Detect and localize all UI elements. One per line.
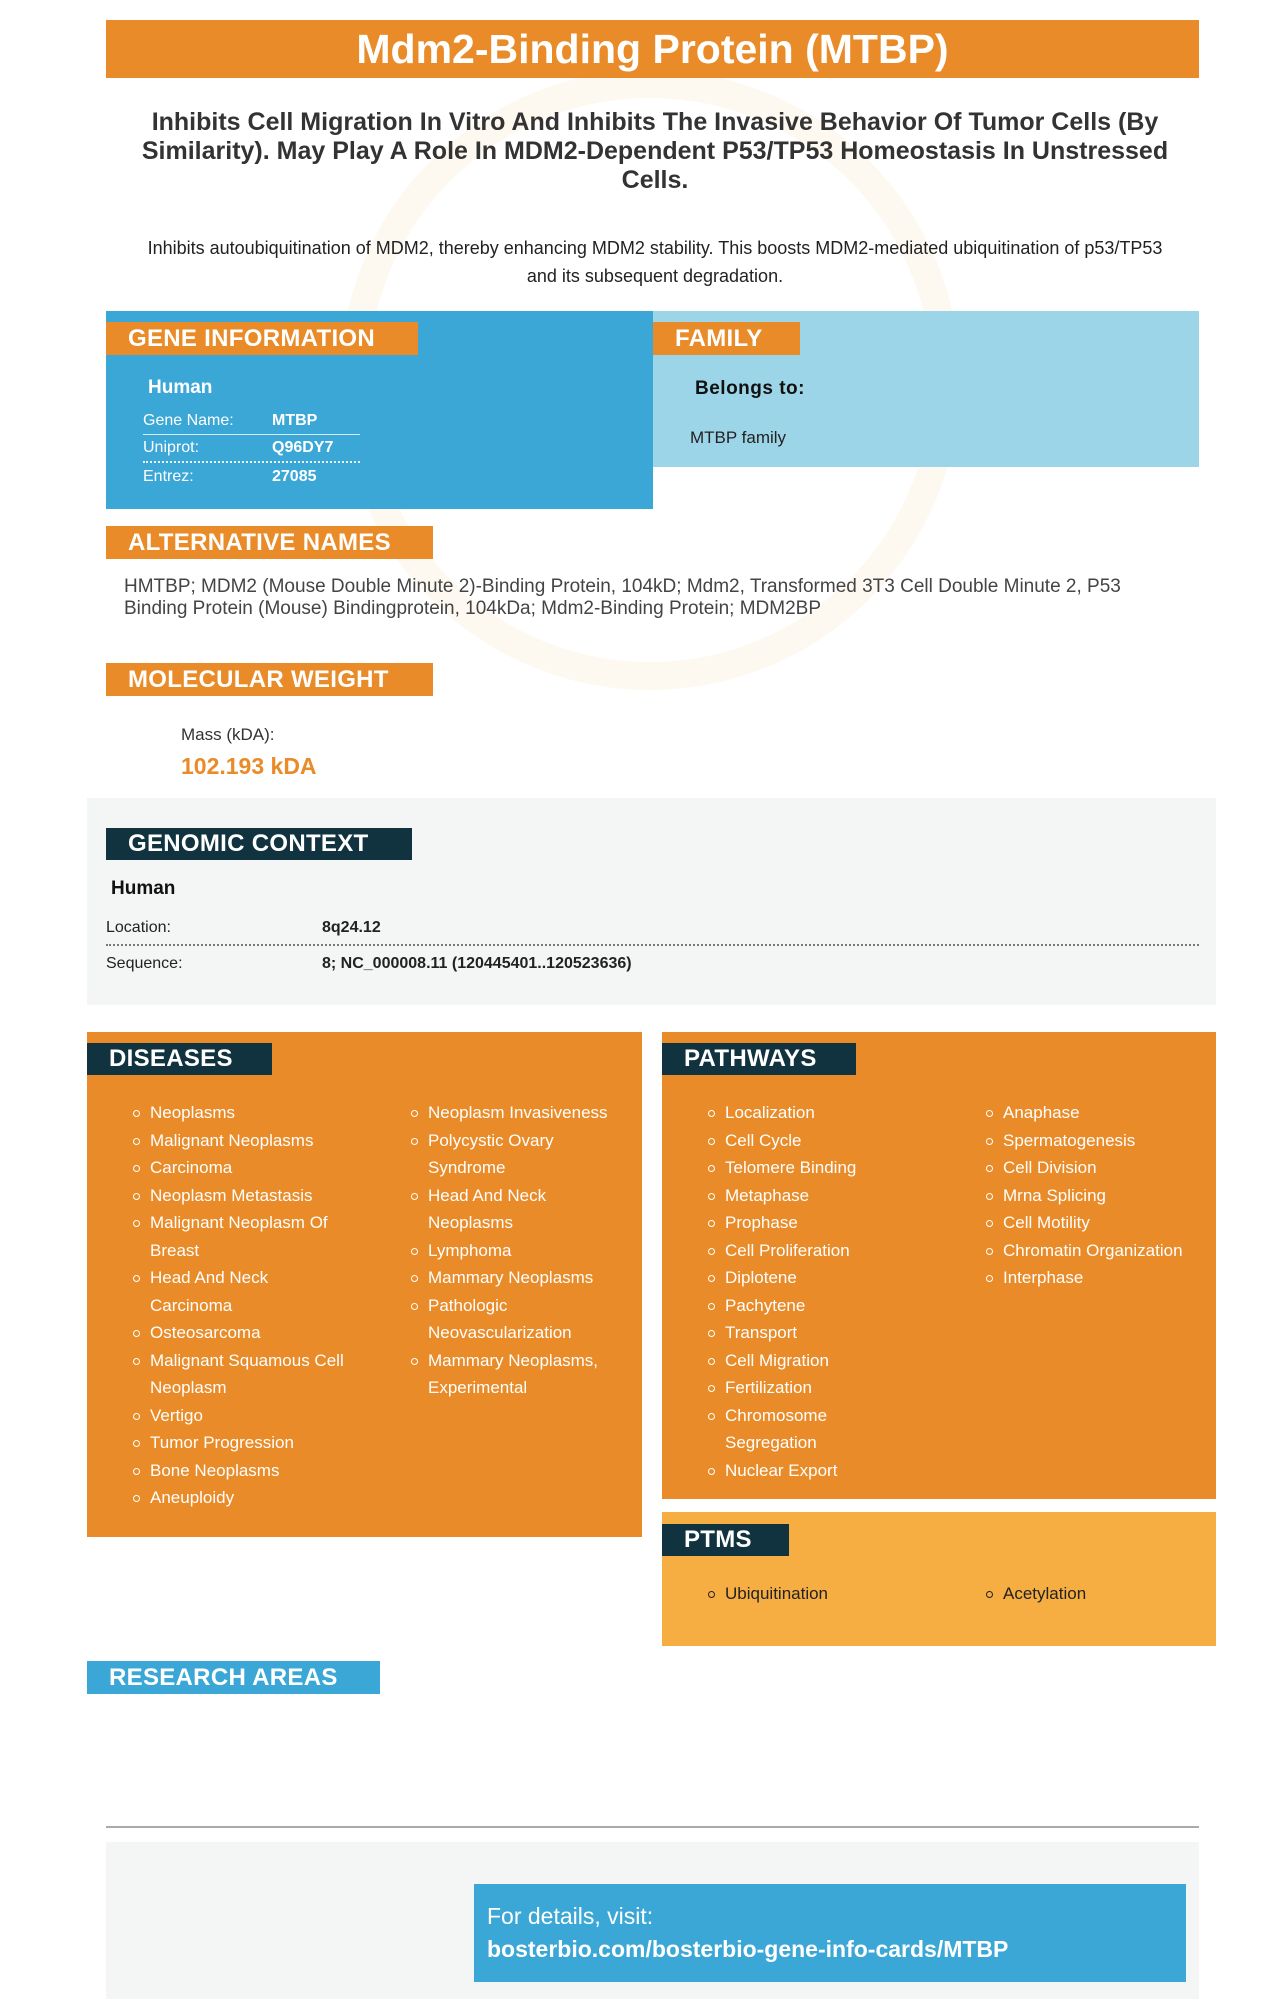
list-item: Cell Migration <box>705 1347 905 1375</box>
list-item: Aneuploidy <box>130 1484 355 1512</box>
list-item: Osteosarcoma <box>130 1319 355 1347</box>
ptms-list-col2 <box>983 1580 1183 1608</box>
molecular-weight-heading: MOLECULAR WEIGHT <box>106 663 433 696</box>
alternative-names-heading: ALTERNATIVE NAMES <box>106 526 433 559</box>
list-item: Cancer <box>119 1728 419 1756</box>
list-item: Localization <box>705 1099 905 1127</box>
list-item: Head And Neck Neoplasms <box>408 1182 633 1237</box>
details-label: For details, visit: <box>487 1903 654 1929</box>
list-item: Malignant Neoplasm Of Breast <box>130 1209 355 1264</box>
list-item: Neoplasms <box>130 1099 355 1127</box>
genomic-row-key: Location: <box>106 919 171 936</box>
list-item: Interphase <box>983 1264 1208 1292</box>
gene-row-key: Uniprot: <box>143 439 200 456</box>
genomic-row-value: 8; NC_000008.11 (120445401..120523636) <box>322 955 632 972</box>
list-item: Polycystic Ovary Syndrome <box>408 1127 633 1182</box>
gene-species: Human <box>148 377 213 398</box>
list-item: Malignant Neoplasms <box>130 1127 355 1155</box>
details-url-link[interactable]: bosterbio.com/bosterbio-gene-info-cards/MTBP <box>487 1936 1009 1962</box>
ptms-heading: PTMS <box>662 1524 789 1556</box>
list-item: Mammary Neoplasms <box>408 1264 633 1292</box>
list-item: Tumor Progression <box>130 1429 355 1457</box>
list-item: Cell Cycle <box>705 1127 905 1155</box>
gene-row-uniprot <box>143 435 360 463</box>
list-item: Pachytene <box>705 1292 905 1320</box>
list-item: Ubiquitination <box>705 1580 905 1608</box>
list-item: Cell Motility <box>983 1209 1208 1237</box>
family-heading: FAMILY <box>653 322 800 355</box>
list-item: Carcinoma <box>130 1154 355 1182</box>
gene-row-value: MTBP <box>272 411 318 429</box>
mass-value: 102.193 kDA <box>181 753 317 779</box>
list-item: Transport <box>705 1319 905 1347</box>
ptms-list-col1 <box>705 1580 905 1608</box>
list-item: Diplotene <box>705 1264 905 1292</box>
gene-row-entrez <box>143 463 360 491</box>
footer-divider <box>106 1826 1199 1828</box>
list-item: Chromosome Segregation <box>705 1402 905 1457</box>
list-item: Pathologic Neovascularization <box>408 1292 633 1347</box>
gene-row-key: Gene Name: <box>143 411 234 429</box>
list-item: Cell Division <box>983 1154 1208 1182</box>
family-value: MTBP family <box>690 428 787 447</box>
list-item: Spermatogenesis <box>983 1127 1208 1155</box>
list-item: Lymphoma <box>408 1237 633 1265</box>
list-item: Head And Neck Carcinoma <box>130 1264 355 1319</box>
list-item: Nuclear Export <box>705 1457 905 1485</box>
function-headline: Inhibits Cell Migration In Vitro And Inhibits The Invasive Behavior Of Tumor Cells (By Similarity). May Play A Role In MDM2-Dependent P53/TP53 Homeostasis In Unstressed Cells. <box>141 108 1169 194</box>
list-item: Mammary Neoplasms, Experimental <box>408 1347 633 1402</box>
details-link-box[interactable] <box>474 1884 1186 1982</box>
list-item: Neoplasm Invasiveness <box>408 1099 633 1127</box>
list-item: Bone Neoplasms <box>130 1457 355 1485</box>
list-item: Malignant Squamous Cell Neoplasm <box>130 1347 355 1402</box>
diseases-list-col2 <box>408 1099 633 1402</box>
gene-information-heading: GENE INFORMATION <box>106 322 418 355</box>
list-item: Telomere Binding <box>705 1154 905 1182</box>
page-title: Mdm2-Binding Protein (MTBP) <box>106 20 1199 78</box>
belongs-to-label: Belongs to: <box>695 378 805 399</box>
list-item: Neoplasm Metastasis <box>130 1182 355 1210</box>
gene-row-value: 27085 <box>272 468 317 485</box>
gene-row-key: Entrez: <box>143 468 194 485</box>
gene-row-value: Q96DY7 <box>272 439 334 456</box>
research-areas-heading: RESEARCH AREAS <box>87 1661 380 1694</box>
list-item: Cell Proliferation <box>705 1237 905 1265</box>
list-item: Anaphase <box>983 1099 1208 1127</box>
gene-row-name <box>143 407 360 435</box>
list-item: DNA Repair <box>119 1756 419 1784</box>
list-item: Prophase <box>705 1209 905 1237</box>
genomic-row-sequence <box>106 947 1199 981</box>
genomic-row-key: Sequence: <box>106 955 183 972</box>
diseases-heading: DISEASES <box>87 1043 272 1075</box>
pathways-list-col2 <box>983 1099 1208 1292</box>
genomic-species: Human <box>111 878 176 899</box>
list-item: Fertilization <box>705 1374 905 1402</box>
function-summary: Inhibits autoubiquitination of MDM2, thereby enhancing MDM2 stability. This boosts MDM2-mediated ubiquitination of p53/TP53 and its subsequent degradation. <box>147 238 1163 286</box>
research-areas-list <box>119 1728 419 1783</box>
alternative-names-text: HMTBP; MDM2 (Mouse Double Minute 2)-Binding Protein, 104kD; Mdm2, Transformed 3T3 Cell Double Minute 2, P53 Binding Protein (Mouse) Bindingprotein, 104kDa; Mdm2-Binding Protein; MDM2BP <box>124 576 1121 619</box>
genomic-context-heading: GENOMIC CONTEXT <box>106 828 412 860</box>
list-item: Mrna Splicing <box>983 1182 1208 1210</box>
list-item: Metaphase <box>705 1182 905 1210</box>
genomic-row-value: 8q24.12 <box>322 919 381 936</box>
list-item: Vertigo <box>130 1402 355 1430</box>
diseases-list-col1 <box>130 1099 355 1512</box>
pathways-heading: PATHWAYS <box>662 1043 856 1075</box>
genomic-row-location <box>106 912 1199 946</box>
list-item: Chromatin Organization <box>983 1237 1208 1265</box>
list-item: Acetylation <box>983 1580 1183 1608</box>
pathways-list-col1 <box>705 1099 905 1484</box>
mass-label: Mass (kDA): <box>181 725 275 744</box>
